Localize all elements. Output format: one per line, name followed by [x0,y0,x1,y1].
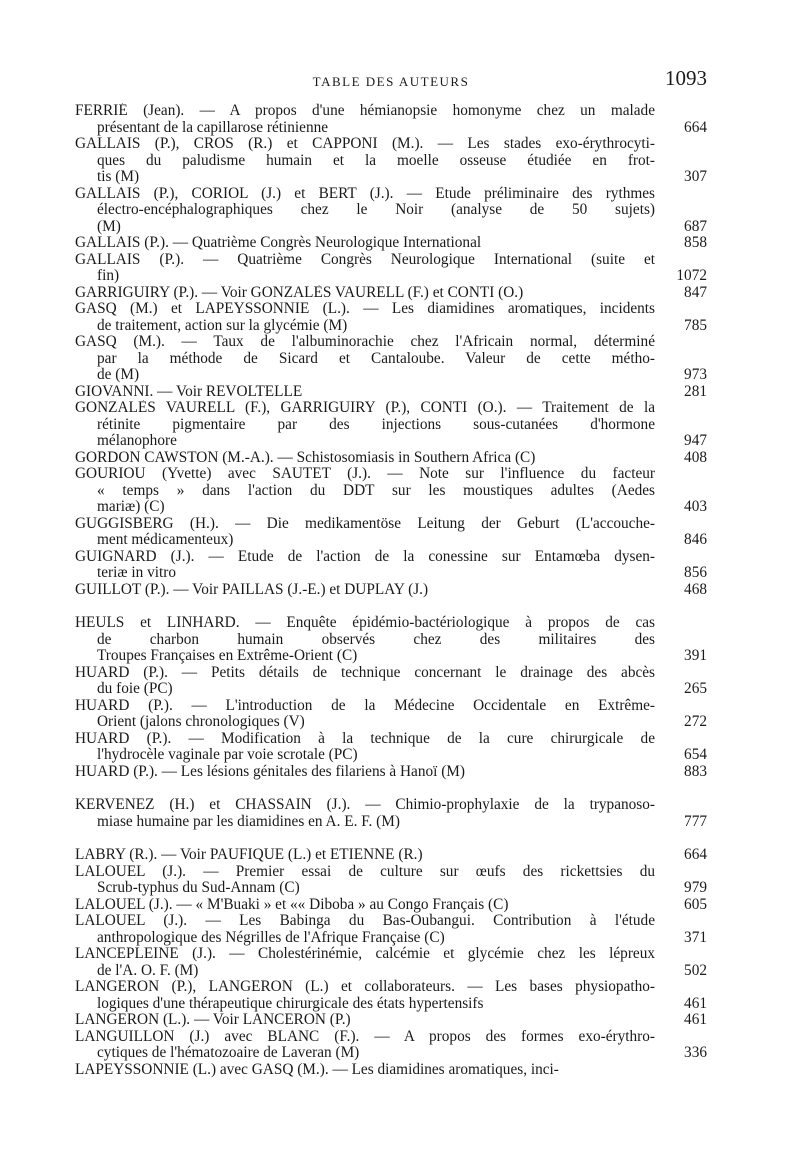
page-reference: 973 [684,366,707,383]
index-entry [75,582,707,599]
page-reference: 883 [684,762,707,780]
page-reference: 947 [684,432,707,449]
page-reference: 502 [684,961,707,979]
page-reference: 858 [684,234,707,251]
entry-line: mariæ) (C) [97,499,165,515]
entry-line: Scrub-typhus du Sud-Annam (C) [97,880,300,896]
page-reference: 979 [684,879,707,896]
entry-line: teriæ in vitro [97,565,177,581]
index-entry [75,334,707,384]
page-reference: 847 [684,283,707,301]
entry-line: présentant de la capillarose rétinienne [97,119,329,136]
page-reference: 281 [684,382,707,400]
entry-line: logiques d'une thérapeutique chirurgicale des états hypertensifs [97,995,484,1012]
entry-line: HUARD (P.). — L'introduction de la Médecine Occidentale en Extrême- [75,697,655,714]
entry-line: LABRY (R.). — Voir PAUFIQUE (L.) et ETIENNE (R.) [75,847,423,863]
entry-line: HUARD (P.). — Petits détails de technique concernant le drainage des abcès [75,664,655,681]
index-entry [75,516,707,549]
entry-line: électro-encéphalographiques chez le Noir (analyse de 50 sujets) [97,202,655,218]
index-entry [75,301,707,334]
index-entry [75,731,707,764]
entry-line: de l'A. O. F. (M) [97,962,199,979]
index-entry [75,665,707,698]
index-entry [75,979,707,1012]
entry-line: LANGUILLON (J.) avec BLANC (F.). — A propos des formes exo-érythro- [75,1028,655,1045]
page-reference: 272 [684,713,707,730]
entry-line: GUIGNARD (J.). — Etude de l'action de la conessine sur Entamœba dysen- [75,548,655,565]
entry-line: GALLAIS (P.), CORIOL (J.) et BERT (J.). — Etude préliminaire des rythmes [75,185,655,202]
entry-line: KERVENEZ (H.) et CHASSAIN (J.). — Chimio-prophylaxie de la trypanoso- [75,797,655,813]
entry-line: LANCEPLEINE (J.). — Cholestérinémie, calcémie et glycémie chez les lépreux [75,946,655,962]
entry-line: LANGERON (L.). — Voir LANCERON (P.) [75,1012,351,1028]
entry-line: miase humaine par les diamidines en A. E. F. (M) [97,813,400,830]
page-reference: 605 [684,895,707,913]
entry-line: de charbon humain observés chez des militaires des [97,631,655,648]
page-header [75,66,707,92]
index-entry [75,549,707,582]
entry-line: GARRIGUIRY (P.). — Voir GONZALÈS VAURELL (F.) et CONTI (O.) [75,284,524,301]
index-entry [75,913,707,946]
page-reference: 654 [684,746,707,763]
entry-line: LALOUEL (J.). — Les Babinga du Bas-Oubangui. Contribution à l'étude [75,913,655,929]
entry-line: « temps » dans l'action du DDT sur les moustiques adultes (Aedes [97,482,655,499]
index-entry [75,698,707,731]
entry-line: Orient (jalons chronologiques (V) [97,714,305,730]
page-number: 1093 [665,66,707,90]
index-entry [75,285,707,302]
entry-line: mélanophore [97,433,177,449]
page-reference: 461 [684,1011,707,1028]
page-reference: 1072 [676,267,707,284]
page-reference: 785 [684,316,707,334]
entry-line: FERRIÉ (Jean). — A propos d'une hémianopsie homonyme chez un malade [75,103,655,119]
page-reference: 408 [684,448,707,466]
page-reference: 856 [684,564,707,581]
index-entry [75,615,707,665]
entry-line: GASQ (M.). — Taux de l'albuminorachie chez l'Africain normal, déterminé [75,334,655,350]
page-reference: 307 [684,168,707,185]
index-entry [75,103,707,136]
index-entry [75,847,707,864]
index-entry [75,1012,707,1029]
index-entry [75,1029,707,1062]
index-entry [75,864,707,897]
entry-line: Troupes Françaises en Extrême-Orient (C) [97,648,358,664]
entry-line: HUARD (P.). — Les lésions génitales des filariens à Hanoï (M) [75,763,465,780]
page-reference: 664 [684,846,707,863]
index-entry [75,466,707,516]
index-entry [75,450,707,467]
index-entry [75,384,707,401]
index-entry [75,946,707,979]
page-reference: 265 [684,680,707,697]
entry-line: cytiques de l'hématozoaire de Laveran (M) [97,1045,360,1061]
running-title: TABLE DES AUTEURS [312,74,470,89]
entry-line: LANGERON (P.), LANGERON (L.) et collaborateurs. — Les bases physiopatho- [75,979,655,995]
page-reference: 664 [684,118,707,136]
entry-line: anthropologique des Négrilles de l'Afrique Française (C) [97,929,445,946]
entry-line: LAPEYSSONNIE (L.) avec GASQ (M.). — Les diamidines aromatiques, inci- [75,1061,559,1078]
entry-line: de (M) [97,367,140,383]
entry-line: GASQ (M.) et LAPEYSSONNIE (L.). — Les diamidines aromatiques, incidents [75,301,655,317]
entry-line: GONZALÈS VAURELL (F.), GARRIGUIRY (P.), CONTI (O.). — Traitement de la [75,400,655,416]
entry-line: GUILLOT (P.). — Voir PAILLAS (J.-E.) et DUPLAY (J.) [75,581,429,598]
entry-line: de traitement, action sur la glycémie (M) [97,317,348,334]
index-entry [75,400,707,450]
entry-line: rétinite pigmentaire par des injections sous-cutanées d'hormone [97,416,655,433]
index-entry [75,136,707,186]
entry-line: par la méthode de Sicard et Cantaloube. Valeur de cette métho- [97,350,655,367]
entry-line: HUARD (P.). — Modification à la technique de la cure chirurgicale de [75,730,655,747]
page-reference: 403 [684,498,707,515]
page-reference: 846 [684,531,707,548]
page-reference: 777 [684,812,707,830]
entry-line: GALLAIS (P.). — Quatrième Congrès Neurologique International (suite et [75,251,655,268]
entry-line: du foie (PC) [97,681,173,697]
page-reference: 461 [684,994,707,1012]
page-reference: 371 [684,928,707,946]
entry-line: ment médicamenteux) [97,532,234,548]
entry-line: fin) [97,268,120,284]
index-entry [75,252,707,285]
index-entry [75,1062,707,1079]
entry-line: GALLAIS (P.), CROS (R.) et CAPPONI (M.). — Les stades exo-érythrocyti- [75,136,655,152]
entry-line: GIOVANNI. — Voir REVOLTELLE [75,383,303,400]
entry-line: ques du paludisme humain et la moelle osseuse étudiée en frot- [97,152,655,169]
index-entry [75,764,707,781]
entry-line: tis (M) [97,169,140,185]
index-entry [75,186,707,236]
entry-line: GORDON CAWSTON (M.-A.). — Schistosomiasis in Southern Africa (C) [75,449,536,466]
entry-line: GOURIOU (Yvette) avec SAUTET (J.). — Note sur l'influence du facteur [75,466,655,482]
index-entry [75,897,707,914]
page-reference: 336 [684,1044,707,1061]
page-reference: 687 [684,217,707,235]
page-reference: 468 [684,580,707,598]
entry-line: l'hydrocèle vaginale par voie scrotale (PC) [97,747,358,763]
entry-line: HEULS et LINHARD. — Enquête épidémio-bactériologique à propos de cas [75,615,655,631]
entry-line: (M) [97,218,121,235]
entry-line: LALOUEL (J.). — Premier essai de culture sur œufs des rickettsies du [75,863,655,880]
entry-line: LALOUEL (J.). — « M'Buaki » et «« Diboba » au Congo Français (C) [75,896,509,913]
page-reference: 391 [684,647,707,664]
entry-line: GUGGISBERG (H.). — Die medikamentöse Leitung der Geburt (L'accouche- [75,515,655,532]
index-entry [75,797,707,830]
entry-line: GALLAIS (P.). — Quatrième Congrès Neurologique International [75,235,482,251]
author-index [75,103,707,1078]
index-entry [75,235,707,252]
